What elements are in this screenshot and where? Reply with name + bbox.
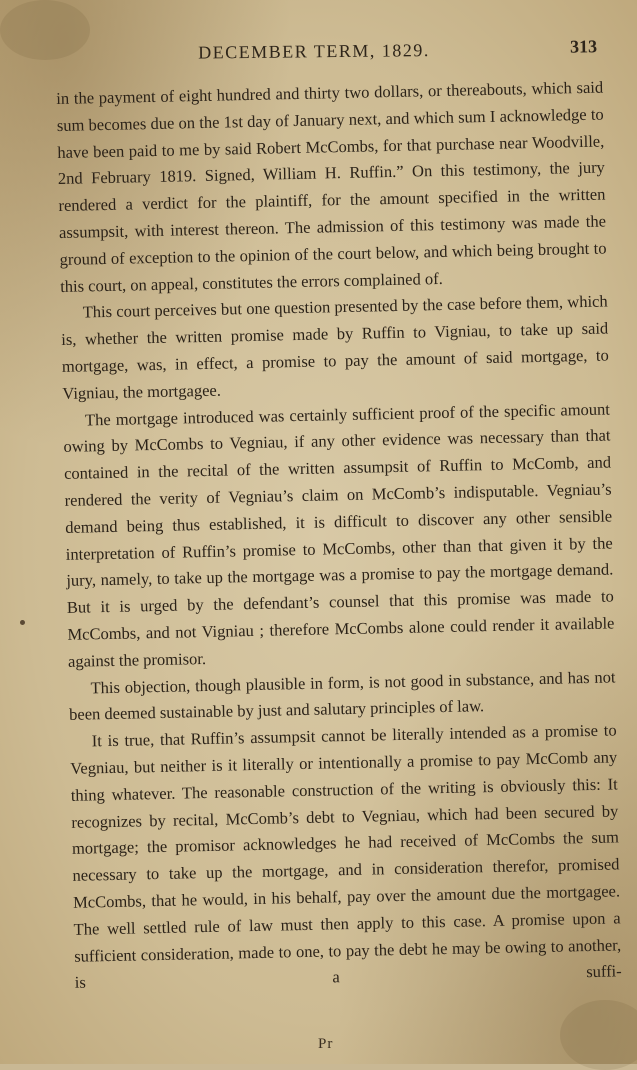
- margin-mark: [20, 620, 25, 625]
- page-number: 313: [570, 36, 598, 57]
- paragraph: The mortgage introduced was certainly sufficient proof of the specific amount owing by McCombs to Vegniau, if any other evidence was necessary than that contained in the recital of the written assumpsit of Ruffin to McComb, and rendered the verity of Vegniau’s claim on McComb’s indisputable. Vegniau’s demand being thus established, it is difficult to discover any other sensible interpretation of Ruffin’s promise to McCombs, other than that given it by the jury, namely, to take up the mortgage was a promise to pay the mortgage demand. But it is urged by the defendant’s counsel that this promise was made to McCombs, and not Vigniau ; therefore McCombs alone could render it available against the promisor.: [63, 399, 615, 671]
- paragraph: This court perceives but one question presented by the case before them, which is, whether the written promise made by Ruffin to Vigniau, to take up said mortgage, was, in effect, a promise to pay the amount of said mortgage, to Vigniau, the mortgagee.: [61, 291, 609, 403]
- page-header: [56, 32, 603, 72]
- paragraph: It is true, that Ruffin’s assumpsit cannot be literally intended as a promise to Vegniau, but neither is it literally or intentionally a promise to pay McComb any thing whatever. The reasonable construction of the writing is obviously this: It recognizes by recital, McComb’s debt to Vegniau, which had been secured by mortgage; the promisor acknowledges he had received of McCombs the sum necessary to take up the mortgage, and in consideration therefor, promised McCombs, that he would, in his behalf, pay over the amount due the mortgagee. The well settled rule of law must then apply to this case. A promise upon a sufficient consideration, made to one, to pay the debt he may be owing to another, is a suffi-: [70, 720, 622, 993]
- signature-mark: Pr: [318, 1036, 334, 1052]
- paragraph: This objection, though plausible in form, is not good in substance, and has not been deemed sustainable by just and salutary principles of law.: [68, 666, 616, 725]
- body-text: [56, 75, 622, 997]
- paragraph: in the payment of eight hundred and thirty two dollars, or thereabouts, which said sum becomes due on the 1st day of January next, and which sum I acknowledge to have been paid to me by said Robert McCombs, for that purchase near Woodville, 2nd February 1819. Signed, William H. Ruffin.” On this testimony, the jury rendered a verdict for the plaintiff, for the amount specified in the written assumpsit, with interest thereon. The admission of this testimony was made the ground of exception to the opinion of the court below, and which being brought to this court, on appeal, constitutes the errors complained of.: [56, 77, 607, 296]
- paper-stain: [560, 1000, 637, 1070]
- running-head: DECEMBER TERM, 1829.: [198, 40, 430, 63]
